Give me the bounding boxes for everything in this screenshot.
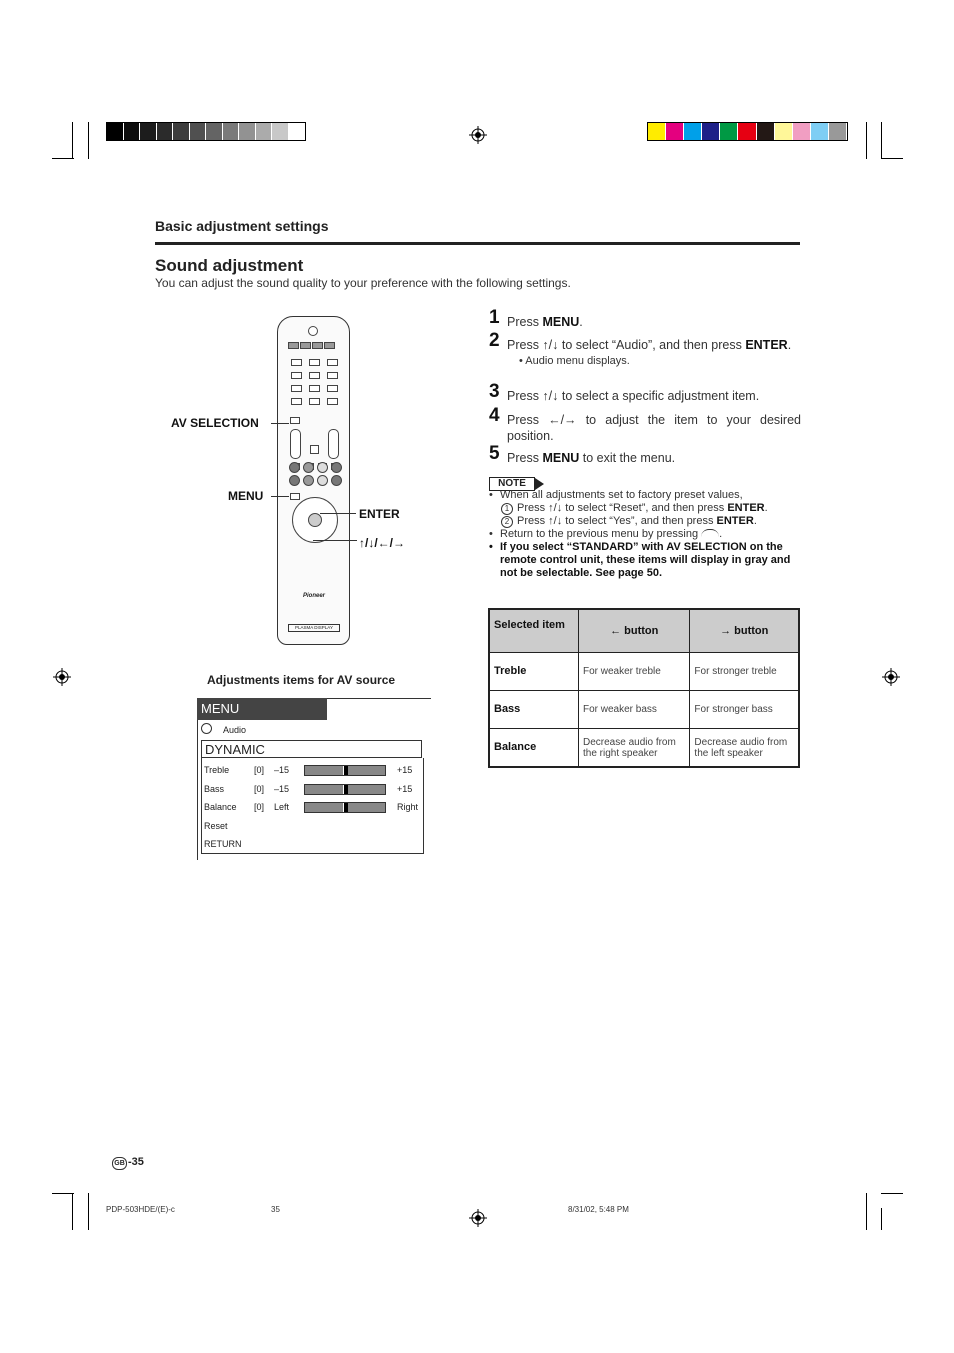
color-swatch — [272, 123, 288, 140]
color-swatch — [206, 123, 222, 140]
leader-line — [271, 423, 289, 424]
menu-header: MENU — [197, 698, 327, 720]
table-row: Treble For weaker treble For stronger treble — [489, 653, 799, 691]
menu-screen-caption: Adjustments items for AV source — [207, 673, 396, 687]
menu-row-max: +15 — [397, 784, 413, 794]
callout-enter: ENTER — [359, 507, 400, 521]
footer-sheet: 35 — [271, 1205, 280, 1214]
registration-mark-icon — [469, 1209, 487, 1227]
number-button — [327, 385, 338, 392]
step-3: 3 Press ↑/↓ to select a specific adjustment item. — [489, 381, 760, 403]
color-swatch — [124, 123, 140, 140]
table-row: Balance Decrease audio from the right speaker Decrease audio from the left speaker — [489, 729, 799, 768]
crop-mark — [881, 158, 903, 159]
return-button-icon — [701, 529, 719, 540]
color-swatch — [793, 123, 810, 140]
menu-row-slider — [304, 765, 386, 776]
color-swatch — [157, 123, 173, 140]
menu-row-max: Right — [397, 802, 419, 812]
color-button — [289, 462, 300, 473]
color-swatch — [648, 123, 665, 140]
callout-menu: MENU — [228, 489, 264, 503]
section-heading: Basic adjustment settings — [155, 218, 329, 234]
table-header: → button — [690, 609, 799, 653]
menu-tab-audio: Audio — [223, 725, 247, 735]
crop-mark — [52, 158, 74, 159]
color-swatch — [757, 123, 774, 140]
menu-button — [290, 493, 300, 500]
menu-row-min: –15 — [274, 784, 290, 794]
volume-rocker — [290, 429, 301, 459]
number-button — [309, 385, 320, 392]
remote-control-illustration — [277, 316, 350, 645]
color-swatch — [140, 123, 156, 140]
remote-button — [300, 342, 311, 349]
registration-mark-icon — [469, 126, 487, 144]
power-button-icon — [308, 326, 318, 336]
menu-row-label: Balance — [204, 802, 237, 812]
menu-row-label: Bass — [204, 784, 225, 794]
color-button — [303, 475, 314, 486]
registration-mark-icon — [53, 668, 71, 686]
step-4: 4 Press ←/→ to adjust the item to your desired position. — [489, 405, 801, 443]
registration-mark-icon — [882, 668, 900, 686]
color-button — [317, 462, 328, 473]
color-swatch — [107, 123, 123, 140]
footer-file: PDP-503HDE/(E)-c — [106, 1205, 175, 1214]
color-button — [331, 475, 342, 486]
callout-arrows: ↑/↓/←/→ — [359, 536, 406, 550]
page-number: -35 — [128, 1156, 144, 1168]
number-button — [327, 359, 338, 366]
menu-row-min: –15 — [274, 765, 290, 775]
table-header: ← button — [579, 609, 690, 653]
menu-mode: DYNAMIC — [201, 740, 422, 758]
av-selection-button — [290, 417, 300, 424]
step-5: 5 Press MENU to exit the menu. — [489, 443, 676, 465]
menu-row-value: [0] — [254, 802, 265, 812]
number-button — [291, 372, 302, 379]
crop-mark — [72, 1193, 73, 1230]
menu-row-slider — [304, 802, 386, 813]
menu-row-max: +15 — [397, 765, 413, 775]
crop-mark — [881, 1193, 903, 1194]
color-swatch — [829, 123, 846, 140]
note-list: • When all adjustments set to factory preset values, 1 Press ↑/↓ to select “Reset”, and then press ENTER. 2 Press ↑/↓ to select “Yes”, and then press ENTER. • Return to the previous menu by pressing . • If you select “STANDARD” with AV SELECTION on the remote control unit, these items will display in gray and not be selectable. See page 50. — [489, 489, 791, 579]
page-title: Sound adjustment — [155, 256, 304, 275]
footer-date: 8/31/02, 5:48 PM — [568, 1205, 629, 1214]
number-button — [291, 385, 302, 392]
table-row: Bass For weaker bass For stronger bass — [489, 691, 799, 729]
number-button — [309, 372, 320, 379]
number-button — [309, 398, 320, 405]
color-swatch — [775, 123, 792, 140]
number-button — [309, 359, 320, 366]
gray-color-bar — [106, 122, 306, 141]
leader-line — [313, 540, 357, 541]
color-bar — [647, 122, 848, 141]
color-swatch — [684, 123, 701, 140]
crop-mark — [52, 1193, 74, 1194]
color-swatch — [738, 123, 755, 140]
adjustment-table — [488, 608, 800, 768]
crop-mark — [866, 122, 867, 159]
note-label: NOTE — [489, 477, 535, 491]
color-swatch — [239, 123, 255, 140]
menu-top-rule — [327, 698, 431, 699]
leader-line — [320, 513, 356, 514]
table-header: Selected item — [489, 609, 579, 653]
color-swatch — [256, 123, 272, 140]
menu-row-value: [0] — [254, 784, 265, 794]
number-button — [327, 398, 338, 405]
crop-mark — [72, 122, 73, 159]
callout-av-selection: AV SELECTION — [171, 416, 259, 430]
menu-row-label: Treble — [204, 765, 230, 775]
crop-mark — [88, 1193, 89, 1230]
number-button — [327, 372, 338, 379]
brand-logo: Pioneer — [302, 593, 325, 599]
color-button — [289, 475, 300, 486]
color-swatch — [720, 123, 737, 140]
number-button — [291, 359, 302, 366]
remote-label: PLASMA DISPLAY — [288, 624, 340, 632]
color-swatch — [289, 123, 305, 140]
crop-mark — [881, 122, 882, 159]
color-button — [331, 462, 342, 473]
menu-row-slider — [304, 784, 386, 795]
color-swatch — [190, 123, 206, 140]
audio-icon — [201, 723, 212, 734]
enter-button — [308, 513, 322, 527]
crop-mark — [866, 1193, 867, 1230]
menu-return: RETURN — [204, 839, 242, 849]
crop-mark — [88, 122, 89, 159]
menu-row-min: Left — [274, 802, 290, 812]
section-rule — [155, 242, 800, 245]
leader-line — [271, 496, 289, 497]
color-button — [303, 462, 314, 473]
menu-reset: Reset — [204, 821, 228, 831]
remote-button — [288, 342, 299, 349]
number-button — [291, 398, 302, 405]
color-button — [317, 475, 328, 486]
remote-button — [312, 342, 323, 349]
color-swatch — [811, 123, 828, 140]
region-badge: GB — [112, 1157, 127, 1170]
menu-row-value: [0] — [254, 765, 265, 775]
crop-mark — [881, 1208, 882, 1230]
color-swatch — [173, 123, 189, 140]
remote-button — [324, 342, 335, 349]
remote-button — [310, 445, 319, 454]
intro-text: You can adjust the sound quality to your preference with the following settings. — [155, 276, 571, 290]
channel-rocker — [328, 429, 339, 459]
color-swatch — [666, 123, 683, 140]
step-2: 2 Press ↑/↓ to select “Audio”, and then press ENTER. • Audio menu displays. — [489, 330, 792, 367]
menu-left-rule — [197, 720, 198, 860]
color-swatch — [702, 123, 719, 140]
color-swatch — [223, 123, 239, 140]
step-1: 1 Press MENU. — [489, 307, 583, 329]
